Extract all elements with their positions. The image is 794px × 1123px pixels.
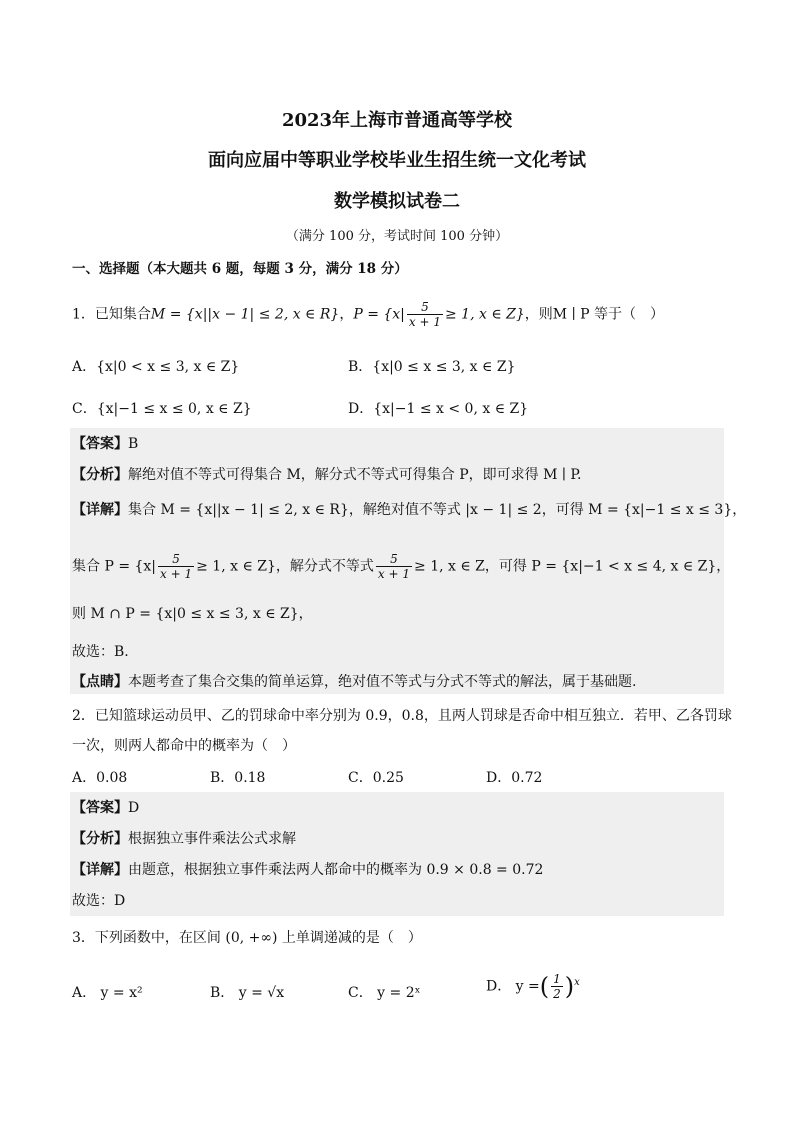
q3-option-d-fraction: $\frac{1}{2}$ (553, 972, 561, 1001)
q1-answer: 【答案】B (72, 436, 139, 452)
exam-title-line3: 数学模拟试卷二 (334, 191, 460, 212)
q3-option-d: D． y =( $\frac{1}{2}$ )$^x$ (486, 972, 580, 1001)
q2-solution-box (70, 792, 724, 916)
q1-analysis: 【分析】解绝对值不等式可得集合 M，解分式不等式可得集合 P，即可求得 M ∣ P. (72, 467, 582, 483)
section-heading: 一、选择题（本大题共 6 题，每题 3 分，满分 18 分） (72, 261, 408, 277)
q2-analysis: 【分析】根据独立事件乘法公式求解 (72, 831, 296, 847)
exam-title-line1: 2023年上海市普通高等学校 (281, 110, 513, 131)
q1-remark: 【点睛】本题考查了集合交集的简单运算，绝对值不等式与分式不等式的解法，属于基础题. (72, 674, 637, 690)
q2-detail: 【详解】由题意，根据独立事件乘法两人都命中的概率为 0.9 × 0.8 = 0.72 (72, 862, 544, 878)
q1-detail-line1: 【详解】集合 M = {x||x − 1| ≤ 2, x ∈ R}，解绝对值不等式 |x − 1| ≤ 2，可得 M = {x|−1 ≤ x ≤ 3}， (72, 502, 747, 518)
q2-option-b: B．0.18 (210, 770, 266, 786)
q3-stem: 3．下列函数中，在区间 (0, +∞) 上单调递减的是（ ） (72, 930, 422, 946)
q1-detail-fraction-1: $\frac{5}{x + 1}$ (160, 552, 193, 581)
q2-option-d: D．0.72 (486, 770, 543, 786)
q1-choice: 故选：B. (72, 644, 129, 660)
q3-option-a: A． y = x² (72, 985, 143, 1001)
q2-choice: 故选：D (72, 893, 126, 909)
q1-option-d: D．{x|−1 ≤ x < 0, x ∈ Z} (348, 401, 529, 417)
exam-title-line2: 面向应届中等职业学校毕业生招生统一文化考试 (208, 150, 586, 171)
q3-option-b: B． y = √x (210, 985, 285, 1001)
q2-stem-line1: 2．已知篮球运动员甲、乙的罚球命中率分别为 0.9，0.8，且两人罚球是否命中相互独立．若甲、乙各罚球 (72, 708, 732, 724)
q1-detail-fraction-2: $\frac{5}{x + 1}$ (377, 552, 411, 581)
q1-option-b: B．{x|0 ≤ x ≤ 3, x ∈ Z} (348, 359, 516, 375)
q1-detail-line3: 则 M ∩ P = {x|0 ≤ x ≤ 3, x ∈ Z}， (72, 606, 313, 622)
q1-detail-line2: 集合 P = {x| $\frac{5}{x + 1}$ ≥ 1, x ∈ Z}，解分式不等式 $\frac{5}{x + 1}$ ≥ 1, x ∈ Z，可得 P = {x|−1 < x ≤ 4, x ∈ Z}， (72, 552, 731, 581)
q2-answer: 【答案】D (72, 800, 140, 816)
q1-option-a: A．{x|0 < x ≤ 3, x ∈ Z} (72, 359, 240, 375)
q2-option-c: C．0.25 (348, 770, 404, 786)
q2-stem-line2: 一次，则两人都命中的概率为（ ） (72, 738, 296, 754)
q1-option-c: C．{x|−1 ≤ x ≤ 0, x ∈ Z} (72, 401, 252, 417)
q1-fraction: $\frac{5}{x + 1}$ (408, 300, 441, 329)
exam-subtitle: （满分 100 分，考试时间 100 分钟） (285, 229, 509, 244)
q3-option-c: C． y = 2ˣ (348, 985, 421, 1001)
q2-option-a: A．0.08 (72, 770, 128, 786)
q1-stem: 1．已知集合M = {x||x − 1| ≤ 2, x ∈ R}，P = {x| $\frac{5}{x + 1}$ ≥ 1, x ∈ Z}，则M ∣ P 等于（ ） (72, 300, 664, 329)
